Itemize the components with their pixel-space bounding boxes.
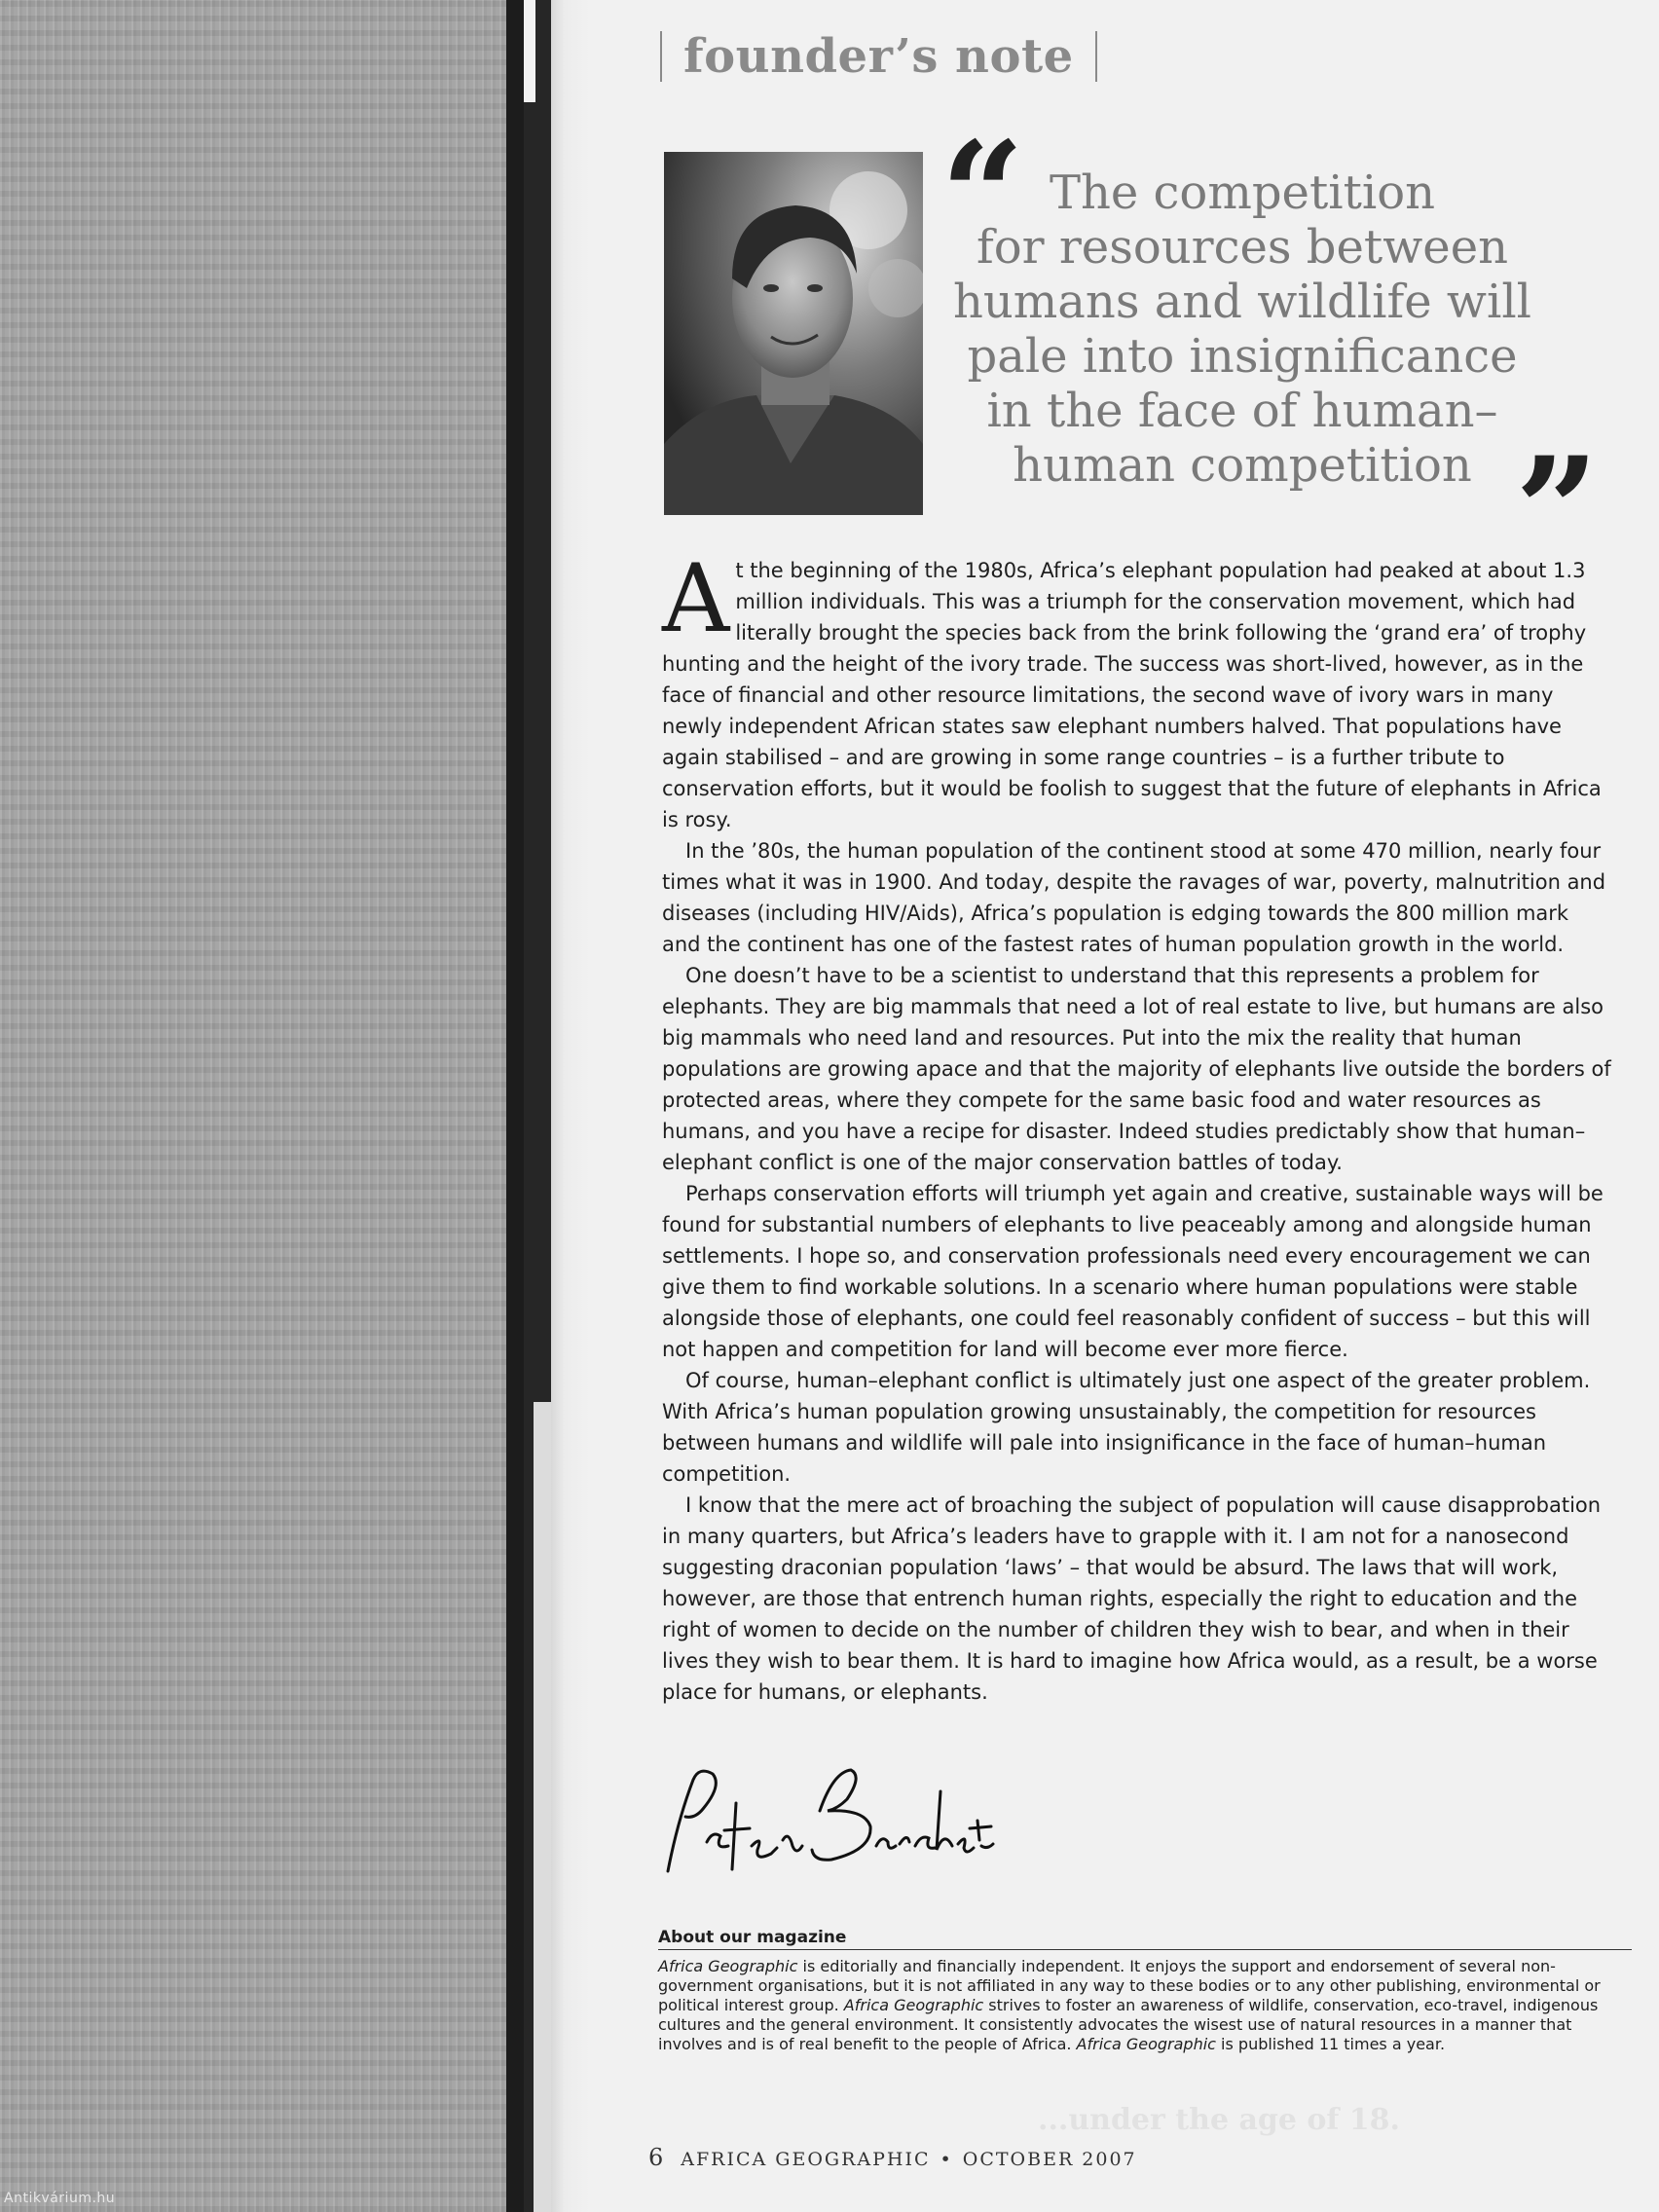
spine-shadow [506, 0, 524, 2212]
magazine-page [551, 0, 1659, 2212]
article-body [662, 544, 1611, 1708]
about-text-part: is published 11 times a year. [1215, 2035, 1446, 2053]
issue-date: OCTOBER 2007 [962, 2149, 1137, 2170]
magazine-name: Africa Geographic [843, 1996, 984, 2014]
section-header [660, 27, 1097, 86]
page-number: 6 [648, 2144, 664, 2171]
magazine-name: Africa Geographic [1076, 2035, 1216, 2053]
magazine-name: Africa Geographic [658, 1957, 798, 1975]
about-heading: About our magazine [658, 1928, 1632, 1950]
section-title: founder’s note [683, 29, 1074, 84]
signature [656, 1752, 1046, 1884]
about-text-part: strives to foster an awareness of wildlife, conservation, eco-travel, indigenous cultures and the general environment. It consistently advocates the wisest use of natural resources in a manner that involves and is of real benefit to the people of Africa. [658, 1996, 1599, 2053]
about-text-part: is editorially and financially independent. It enjoys the support and endorsement of several non-government organisations, but it is not affiliated in any way to these bodies or to any other publishing, environmental or political interest group. [658, 1957, 1601, 2014]
article-paragraph: In the ’80s, the human population of the continent stood at some 470 million, nearly four times what it was in 1900. And today, despite the ravages of war, poverty, malnutrition and diseases (including HIV/Aids), Africa’s population is edging towards the 800 million mark and the continent has one of the fastest rates of human population growth in the world. [662, 839, 1606, 956]
drop-cap: A [662, 544, 730, 653]
pull-quote-line: pale into insignificance [967, 329, 1518, 384]
watermark: Antikvárium.hu [4, 2191, 116, 2206]
footer-separator: • [940, 2149, 953, 2170]
show-through-text: ...under the age of 18. [1038, 2103, 1400, 2137]
open-quote-icon: “ [940, 110, 1025, 281]
article-paragraph: Perhaps conservation efforts will triumph yet again and creative, sustainable ways will be found for substantial numbers of elephants to live peaceably among and alongside human settlements. I hope so, and conservation professionals need every encouragement we can give them to find workable solutions. In a scenario where human populations were stable alongside those of elephants, one could feel reasonably confident of success – but this will not happen and competition for land will become ever more fierce. [662, 1182, 1604, 1361]
pull-quote-line: humans and wildlife will [952, 275, 1532, 329]
pull-quote [940, 166, 1544, 493]
founder-portrait [664, 152, 923, 515]
about-paragraph [658, 1957, 1632, 2054]
article-paragraph [662, 544, 1611, 835]
background-surface [0, 0, 526, 2212]
article-paragraph: Of course, human–elephant conflict is ultimately just one aspect of the greater problem. With Africa’s human population growing unsustainably, the competition for resources between humans and wildlife will pale into insignificance in the face of human–human competition. [662, 1369, 1591, 1486]
portrait-illustration [664, 152, 923, 515]
page-edge-top [524, 0, 535, 102]
paragraph-text: t the beginning of the 1980s, Africa’s elephant population had peaked at about 1.3 million individuals. This was a triumph for the conservation movement, which had literally brought the species back from the brink following the ‘grand era’ of trophy hunting and the height of the ivory trade. The success was short-lived, however, as in the face of financial and other resource limitations, the second wave of ivory wars in many newly independent African states saw elephant numbers halved. That populations have again stabilised – and are growing in some range countries – is a further tribute to conservation efforts, but it would be foolish to suggest that the future of elephants in Africa is rosy. [662, 559, 1602, 831]
publication-name: AFRICA GEOGRAPHIC [681, 2149, 931, 2170]
article-paragraph: I know that the mere act of broaching the subject of population will cause disapprobation in many quarters, but Africa’s leaders have to grapple with it. I am not for a nanosecond suggesting draconian population ‘laws’ – that would be absurd. The laws that will work, however, are those that entrench human rights, especially the right to education and the right of women to decide on the number of children they wish to bear, and when in their lives they wish to bear them. It is hard to imagine how Africa would, as a result, be a worse place for humans, or elephants. [662, 1493, 1602, 1704]
pull-quote-line: The competition [1049, 166, 1436, 220]
pull-quote-line: human competition [1013, 438, 1472, 493]
header-rule-right [1095, 31, 1097, 82]
pull-quote-line: in the face of human– [986, 384, 1498, 438]
page-edge-bottom [534, 1402, 551, 2212]
pull-quote-line: for resources between [976, 220, 1509, 275]
page-footer [648, 2144, 1137, 2171]
article-paragraph: One doesn’t have to be a scientist to understand that this represents a problem for elephants. They are big mammals that need a lot of real estate to live, but humans are also big mammals who need land and resources. Put into the mix the reality that human populations are growing apace and that the majority of elephants live outside the borders of protected areas, where they compete for the same basic food and water resources as humans, and you have a recipe for disaster. Indeed studies predictably show that human–elephant conflict is one of the major conservation battles of today. [662, 964, 1611, 1174]
close-quote-icon: ” [1515, 425, 1600, 597]
